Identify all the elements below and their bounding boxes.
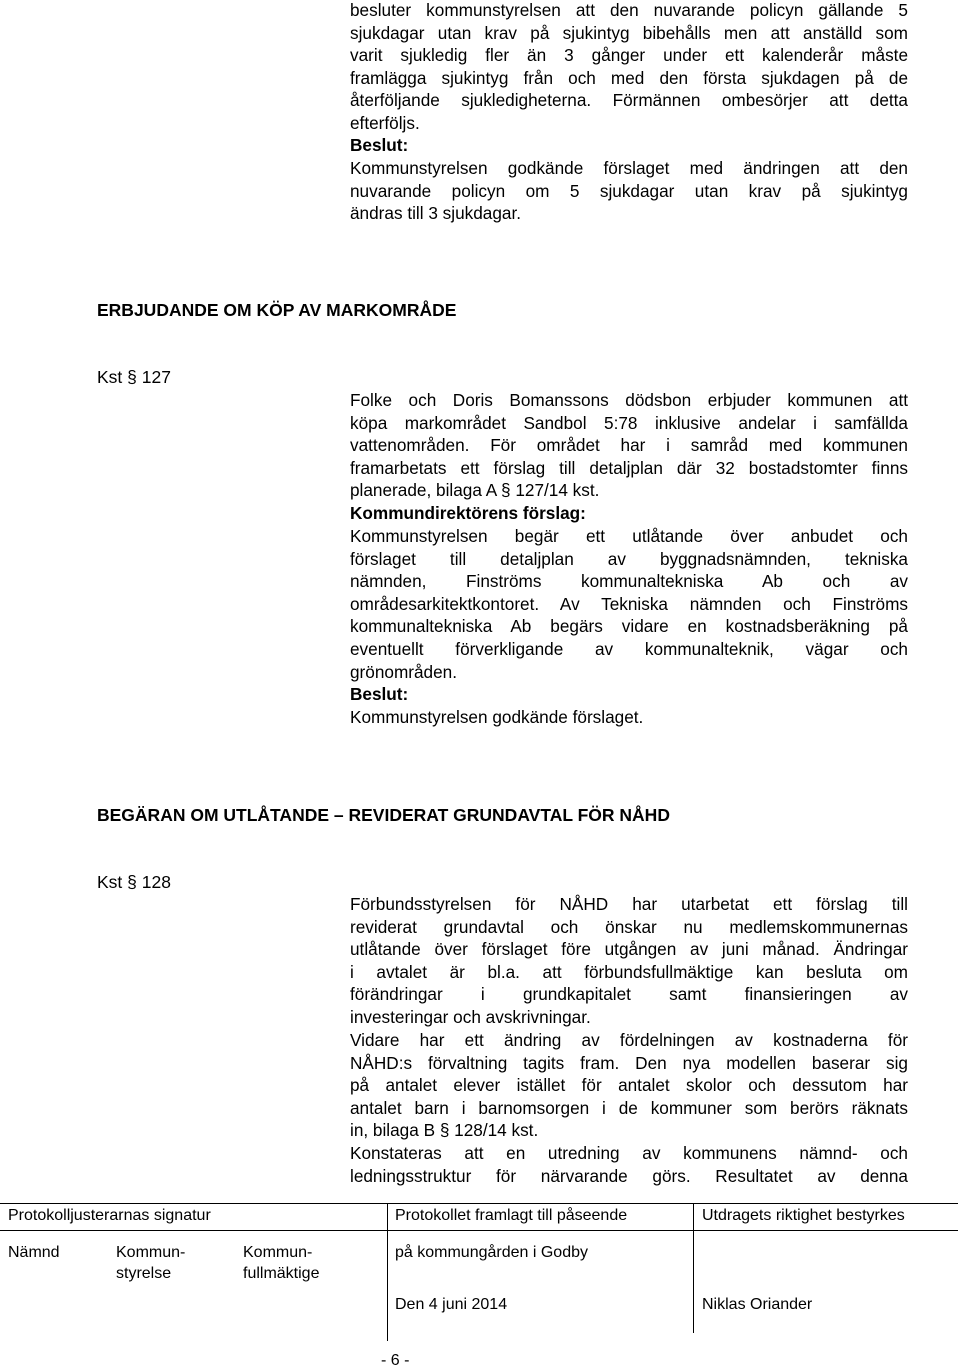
text-line: antalet barn i barnomsorgen i de kommuner som berörs räknats xyxy=(350,1097,908,1118)
text-line: Kommunstyrelsen godkände förslaget med ändringen att den xyxy=(350,158,908,178)
text-line: i avtalet är bl.a. att förbundsfullmäktige kan besluta om xyxy=(350,961,908,982)
text-line: Folke och Doris Bomanssons dödsbon erbjuder kommunen att xyxy=(350,390,908,410)
posted-label: Protokollet framlagt till påseende xyxy=(395,1207,628,1224)
text-line: vattenområden. För området har i samråd med kommunen xyxy=(350,435,908,456)
top-paragraph xyxy=(350,0,908,135)
text-line: förändringar i grundkapitalet samt finansieringen av xyxy=(350,984,908,1005)
footer-divider-2 xyxy=(693,1203,694,1333)
text-line: köpa markområdet Sandbol 5:78 inklusive andelar i samfällda xyxy=(350,412,908,433)
top-beslut-label: Beslut: xyxy=(350,135,409,155)
text-line: investeringar och avskrivningar. xyxy=(350,1006,591,1027)
text-line: framarbetats ett förslag till detaljplan där 32 bostadstomter finns xyxy=(350,457,908,478)
footer-divider-1 xyxy=(387,1203,388,1341)
footer-col-fullmaktige-1: Kommun- xyxy=(243,1244,313,1261)
section-128-part-a xyxy=(350,893,908,1029)
text-line: sjukdagar utan krav på sjukintyg bibehålls men att anställd som xyxy=(350,22,908,43)
certified-label: Utdragets riktighet bestyrkes xyxy=(702,1207,905,1224)
text-line: eventuellt förverkligande av kommunalteknik, vägar och xyxy=(350,638,908,659)
proposal-label: Kommundirektörens förslag: xyxy=(350,503,586,523)
text-line: utlåtande över förslaget före utgången av juni månad. Ändringar xyxy=(350,939,908,960)
kst-128: Kst § 128 xyxy=(97,872,171,892)
footer-col-namnd: Nämnd xyxy=(8,1244,60,1261)
text-line: områdesarkitektkontoret. Av Tekniska nämnden och Finströms xyxy=(350,593,908,614)
signature-label: Protokolljusterarnas signatur xyxy=(8,1207,211,1224)
text-line: nuvarande policyn om 5 sjukdagar utan krav på sjukintyg xyxy=(350,180,908,201)
footer-col-fullmaktige-2: fullmäktige xyxy=(243,1265,320,1282)
text-line: förslaget till detaljplan av byggnadsnämnden, tekniska xyxy=(350,548,908,569)
text-line: Kommunstyrelsen begär ett utlåtande över anbudet och xyxy=(350,526,908,546)
proposal-text xyxy=(350,525,908,683)
text-line: återföljande sjukledigheterna. Förmännen ombesörjer att detta xyxy=(350,90,908,111)
text-line: ledningsstruktur för närvarande görs. Resultatet av denna xyxy=(350,1165,908,1186)
section-127-intro xyxy=(350,389,908,502)
text-line: framlägga sjukintyg från och med den första sjukdagen på de xyxy=(350,67,908,88)
text-line: kommunaltekniska Ab begärs vidare en kostnadsberäkning på xyxy=(350,616,908,637)
text-line: besluter kommunstyrelsen att den nuvarande policyn gällande 5 xyxy=(350,0,908,20)
footer-col-kommunstyrelse-2: styrelse xyxy=(116,1265,172,1282)
text-line: grönområden. xyxy=(350,661,458,682)
text-line: NÅHD:s förvaltning tagits fram. Den nya modellen baserar sig xyxy=(350,1052,908,1073)
top-beslut-text xyxy=(350,157,908,225)
text-line: reviderat grundavtal och önskar nu medlemskommunernas xyxy=(350,916,908,937)
protocol-footer xyxy=(0,1203,960,1341)
section-heading-127: ERBJUDANDE OM KÖP AV MARKOMRÅDE xyxy=(97,300,457,320)
footer-header-rule xyxy=(0,1230,958,1231)
page-number: - 6 - xyxy=(381,1352,410,1369)
text-line: Förbundsstyrelsen för NÅHD har utarbetat ett förslag till xyxy=(350,894,908,914)
certified-name: Niklas Oriander xyxy=(702,1296,813,1313)
text-line: efterföljs. xyxy=(350,112,420,133)
posted-place: på kommungården i Godby xyxy=(395,1244,588,1261)
footer-top-rule xyxy=(0,1203,958,1204)
kst-127: Kst § 127 xyxy=(97,367,171,387)
text-line: Konstateras att en utredning av kommunens nämnd- och xyxy=(350,1143,908,1163)
text-line: Vidare har ett ändring av fördelningen av kostnaderna för xyxy=(350,1030,908,1050)
section-128-part-c xyxy=(350,1142,908,1187)
section-127-beslut-label: Beslut: xyxy=(350,684,409,704)
posted-date: Den 4 juni 2014 xyxy=(395,1296,508,1313)
text-line: planerade, bilaga A § 127/14 kst. xyxy=(350,480,600,501)
section-127-beslut-text: Kommunstyrelsen godkände förslaget. xyxy=(350,707,644,727)
section-128-part-b xyxy=(350,1029,908,1142)
text-line: på antalet elever istället för antalet skolor och dessutom har xyxy=(350,1075,908,1096)
text-line: varit sjukledig fler än 3 gånger under ett kalenderår måste xyxy=(350,45,908,66)
footer-col-kommunstyrelse-1: Kommun- xyxy=(116,1244,186,1261)
text-line: ändras till 3 sjukdagar. xyxy=(350,203,522,224)
text-line: in, bilaga B § 128/14 kst. xyxy=(350,1120,539,1141)
section-heading-128: BEGÄRAN OM UTLÅTANDE – REVIDERAT GRUNDAVTAL FÖR NÅHD xyxy=(97,805,670,825)
text-line: nämnden, Finströms kommunaltekniska Ab och av xyxy=(350,571,908,592)
